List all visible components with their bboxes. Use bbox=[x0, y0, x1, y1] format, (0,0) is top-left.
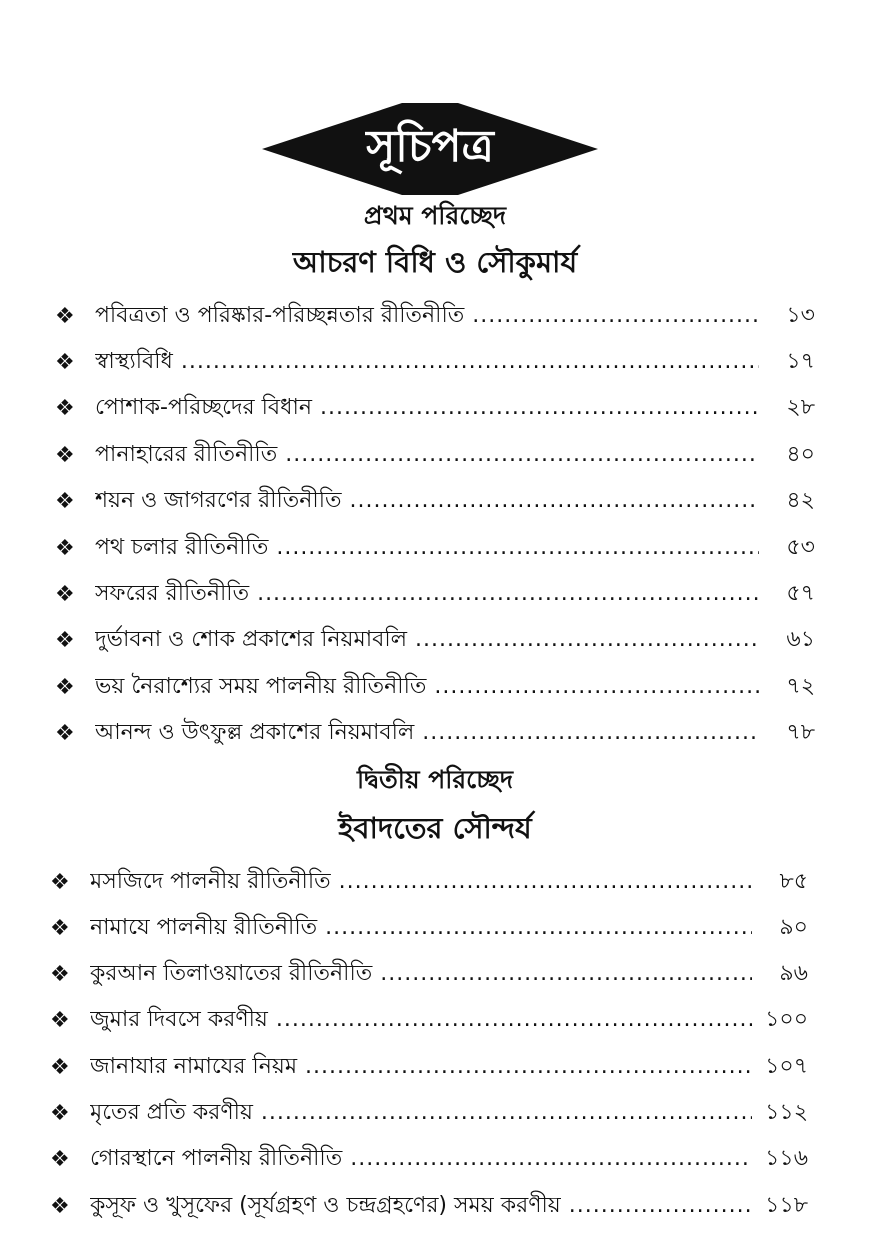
toc-entry-title: পবিত্রতা ও পরিষ্কার-পরিচ্ছন্নতার রীতিনীতি ..... bbox=[95, 298, 759, 335]
diamond-bullet-icon: ❖ bbox=[55, 489, 75, 515]
page-title: সূচিপত্র bbox=[366, 120, 494, 172]
toc-entry bbox=[55, 574, 815, 614]
toc-entry bbox=[50, 1094, 808, 1134]
toc-entry bbox=[50, 908, 808, 948]
toc-entry-title: কুসূফ ও খুসূফের (সূর্যগ্রহণ ও চন্দ্রগ্রহণের) সময় করণীয় ..... bbox=[90, 1188, 752, 1225]
toc-page-number: ৯৬ bbox=[779, 961, 808, 987]
toc-entry bbox=[55, 342, 815, 382]
diamond-bullet-icon: ❖ bbox=[55, 581, 75, 607]
toc-entry-title: ভয় নৈরাশ্যের সময় পালনীয় রীতিনীতি ..... bbox=[95, 669, 759, 706]
toc-entry bbox=[55, 621, 815, 661]
toc-entry-title: শয়ন ও জাগরণের রীতিনীতি ..... bbox=[95, 483, 759, 520]
toc-page-number: ১১৮ bbox=[765, 1192, 808, 1218]
diamond-bullet-icon: ❖ bbox=[55, 396, 75, 422]
toc-entry bbox=[55, 389, 815, 429]
toc-entry bbox=[55, 482, 815, 522]
toc-page-number: ৯০ bbox=[779, 914, 808, 940]
toc-page-number: ১১২ bbox=[765, 1100, 808, 1125]
toc-entry-title: গোরস্থানে পালনীয় রীতিনীতি ..... bbox=[90, 1141, 752, 1178]
chapter-2-subtitle: ইবাদতের সৌন্দর্য bbox=[338, 811, 532, 845]
toc-page-number: ৪০ bbox=[786, 441, 815, 467]
chapter-1-heading: প্রথম পরিচ্ছেদ bbox=[363, 201, 507, 230]
toc-page-number: ২৮ bbox=[786, 395, 815, 421]
toc-entry-title: পথ চলার রীতিনীতি ..... bbox=[95, 530, 759, 567]
toc-entry bbox=[50, 1001, 808, 1041]
toc-entry-title: স্বাস্থ্যবিধি ..... bbox=[95, 344, 759, 381]
chapter-2-heading: দ্বিতীয় পরিচ্ছেদ bbox=[356, 765, 514, 794]
toc-page-number: ১০৭ bbox=[765, 1053, 808, 1079]
diamond-bullet-icon: ❖ bbox=[55, 442, 75, 468]
diamond-bullet-icon: ❖ bbox=[50, 1101, 70, 1126]
toc-page-number: ১১৬ bbox=[765, 1146, 808, 1172]
toc-page-number: ১৩ bbox=[786, 302, 815, 328]
diamond-bullet-icon: ❖ bbox=[50, 869, 70, 895]
toc-entry-title: কুরআন তিলাওয়াতের রীতিনীতি ..... bbox=[90, 956, 752, 993]
toc-entry-title: দুর্ভাবনা ও শোক প্রকাশের নিয়মাবলি ..... bbox=[95, 622, 759, 659]
toc-page-number: ৫৩ bbox=[786, 534, 815, 560]
toc-entry bbox=[50, 1140, 808, 1180]
toc-page-number: ৭৮ bbox=[786, 720, 815, 746]
chapter-1-subtitle: আচরণ বিধি ও সৌকুমার্য bbox=[292, 245, 578, 279]
diamond-bullet-icon: ❖ bbox=[55, 674, 75, 700]
toc-page-number: ৮৫ bbox=[779, 868, 808, 894]
toc-page-number: ৭২ bbox=[786, 673, 815, 699]
toc-entry-title: পোশাক-পরিচ্ছদের বিধান ..... bbox=[95, 390, 759, 427]
diamond-bullet-icon: ❖ bbox=[50, 1054, 70, 1080]
toc-entry bbox=[50, 862, 808, 902]
toc-entry bbox=[55, 435, 815, 475]
toc-entry-title: জুমার দিবসে করণীয় ..... bbox=[90, 1002, 752, 1039]
title-banner bbox=[262, 103, 598, 195]
diamond-bullet-icon: ❖ bbox=[50, 1193, 70, 1219]
diamond-bullet-icon: ❖ bbox=[55, 535, 75, 561]
toc-entry bbox=[55, 667, 815, 707]
toc-entry bbox=[55, 296, 815, 336]
toc-page-number: ৪২ bbox=[786, 488, 815, 514]
diamond-bullet-icon: ❖ bbox=[55, 303, 75, 329]
toc-entry-title: সফরের রীতিনীতি ..... bbox=[95, 576, 759, 613]
toc-entry-title: নামাযে পালনীয় রীতিনীতি ..... bbox=[90, 910, 752, 947]
toc-entry bbox=[50, 1047, 808, 1087]
toc-entry bbox=[55, 714, 815, 754]
diamond-bullet-icon: ❖ bbox=[50, 962, 70, 988]
toc-entry bbox=[55, 528, 815, 568]
toc-entry-title: পানাহারের রীতিনীতি ..... bbox=[95, 437, 759, 474]
toc-page-number: ১৭ bbox=[786, 348, 815, 374]
diamond-bullet-icon: ❖ bbox=[50, 1147, 70, 1173]
toc-page-number: ৫৭ bbox=[786, 580, 815, 606]
diamond-bullet-icon: ❖ bbox=[55, 721, 75, 747]
toc-entry-title: জানাযার নামাযের নিয়ম ..... bbox=[90, 1049, 752, 1086]
toc-entry-title: আনন্দ ও উৎফুল্ল প্রকাশের নিয়মাবলি ..... bbox=[95, 715, 759, 752]
toc-page-number: ১০০ bbox=[765, 1007, 808, 1033]
toc-entry bbox=[50, 955, 808, 995]
diamond-bullet-icon: ❖ bbox=[50, 1008, 70, 1034]
toc-entry-title: মৃতের প্রতি করণীয় ..... bbox=[90, 1095, 752, 1132]
toc-entry bbox=[50, 1186, 808, 1226]
diamond-bullet-icon: ❖ bbox=[50, 915, 70, 941]
diamond-bullet-icon: ❖ bbox=[55, 628, 75, 654]
toc-entry-title: মসজিদে পালনীয় রীতিনীতি ..... bbox=[90, 864, 752, 901]
toc-page-number: ৬১ bbox=[786, 627, 815, 653]
diamond-bullet-icon: ❖ bbox=[55, 349, 75, 375]
